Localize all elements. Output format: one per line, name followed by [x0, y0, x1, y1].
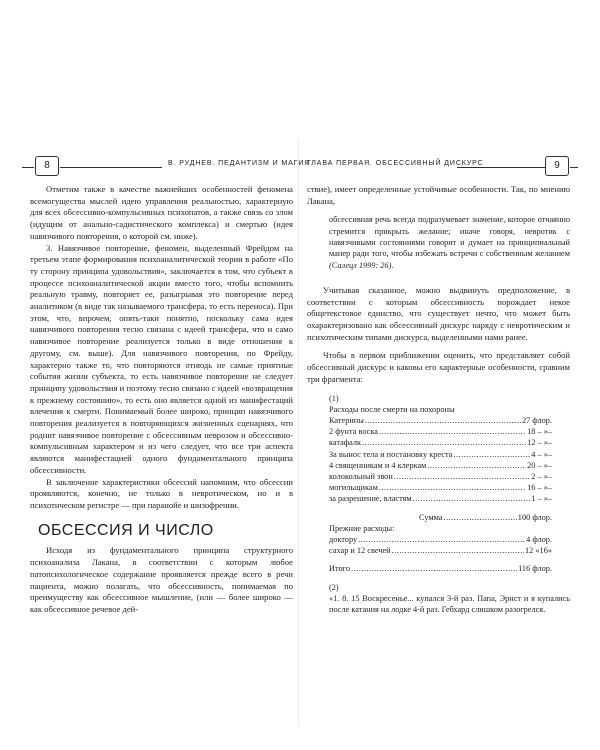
quote-text: обсессивная речь всегда подразумевает значение, которое отчаянно стремится прикрыть желание; иначе говоря, невротик с навязчивыми состояниями говорит и думает на принципиальный манер ради того, чтобы избежать встречи с собственным желанием [329, 215, 570, 259]
ledger-value: 20 – »– [527, 460, 552, 470]
fragment-2-text: «1. 8. 15 Воскресенье... купался 3-й раз. Папа, Эрнст и я купались после катания на лодке 4-й раз. Гебхард слишком разогрелся. [329, 593, 570, 614]
ledger-fragment-1 [329, 393, 552, 575]
body-paragraph: Учитывая сказанное, можно выдвинуть предположение, в соответствии с которым обсессивность порождает некое общетекстовое единство, что существует нечто, что может быть охарактеризовано как обсессивный дискурс наряду с невротическим и психотическим типами дискурса, выделенными нами ранее. [307, 284, 570, 342]
body-paragraph: ствие), имеет определенные устойчивые особенности. Так, по мнению Лакана, [307, 184, 570, 206]
ledger-value: 12 «16» [525, 546, 552, 556]
body-paragraph: Чтобы в первом приближении оценить, что представляет собой обсессивный дискурс и каковы его характерные особенности, сравним три фрагмента: [307, 350, 570, 384]
ledger-item: доктору [329, 534, 358, 544]
body-paragraph: Исходя из фундаментального принципа структурного психоанализа Лакана, в соответствии с которым любое патопсихологическое содержание проявляется прежде всего в речи пациента, можно полагать, что обсессивность, понимаемая по преимуществу как обсессивное мышление, (или — более широко — как обсессивное речевое дей- [30, 545, 293, 614]
body-paragraph: 3. Навязчивое повторение, феномен, выделенный Фрейдом на третьем этапе формирования психоаналитической теории в работе «По ту сторону принципа удовольствия», заключается в том, что субъект в процессе психоаналитической акции вместо того, чтобы вспомнить реальную травму, повторяет ее, разыгрывая это повторение перед аналитиком (в виде так называемого трансфера, то есть переноса). При этом, что, впрочем, опять-таки понятно, поскольку сама идея навязчивого повторения тесно связана с идеей трансфера, что и само навязчивое повторение реализуется только в виде отношения к другому, см. выше). Для навязчивого повторения, по Фрейду, характерно также то, что повторяются отнюдь не самые приятные события жизни субъекта, то есть навязчивое повторение не следует принципу удовольствия и поэтому тесно связано с идеей «возвращения к прежнему состоянию», то есть оно является одной из манифестаций влечения к смерти. Понимаемый более широко, принцип навязчивого повторения реализуется в повторяющихся жизненных сценариях, что роднит навязчивое повторение с обсессивным неврозом и обсессивно-компульсивным характером и из чего следует, что все три аспекта являются манифестацией одного фундаментального принципа обсессивности. [30, 242, 293, 475]
ledger-item: 4 священникам и 4 клеркам [329, 460, 427, 470]
lacan-quote [329, 214, 570, 270]
ledger-item: могильщикам [329, 483, 378, 493]
ledger-row [329, 437, 552, 448]
ledger-value: 2 – »– [531, 471, 552, 481]
right-page-number: 9 [545, 156, 569, 176]
ledger-value: 12 – »– [527, 438, 552, 448]
total-label: Итого [329, 564, 351, 574]
ledger-row [329, 493, 552, 504]
left-header-title: В. РУДНЕВ. ПЕДАНТИЗМ И МАГИЯ [168, 160, 311, 167]
ledger-row [329, 426, 552, 437]
left-page-number: 8 [35, 156, 59, 176]
ledger-row [329, 471, 552, 482]
fragment-2 [329, 582, 570, 616]
left-running-header [22, 160, 311, 174]
quote-citation: (Салецл 1999: 26). [329, 260, 394, 270]
ledger-item: За вынос тела и постановку креста [329, 449, 453, 459]
header-rule [570, 167, 578, 168]
body-paragraph: В заключение характеристики обсессий напомним, что обсессии проявляются, конечно, не только в невротическом, но и в психотическом регистре — при паранойе и шизофрении. [30, 476, 293, 510]
ledger-row [329, 545, 552, 556]
right-header-title: ГЛАВА ПЕРВАЯ. ОБСЕССИВНЫЙ ДИСКУРС [307, 160, 484, 167]
header-rule [60, 167, 162, 168]
total-value: 116 флор. [518, 564, 552, 574]
header-rule [457, 167, 545, 168]
ledger-value: 1 – »– [531, 494, 552, 504]
sum-value: 100 флор. [517, 512, 552, 522]
left-page-body [30, 184, 293, 616]
prev-heading: Прежние расходы: [329, 523, 395, 533]
ledger-row [329, 415, 552, 426]
ledger-item: Катерины [329, 415, 364, 425]
ledger-item: колокольный звон [329, 471, 393, 481]
ledger-item: сахар и 12 свечей [329, 546, 391, 556]
header-rule [22, 167, 34, 168]
body-paragraph: Отметим также в качестве важнейших особенностей феномена всемогущества мыслей идею управления реальностью, характерную для всех обсессивно-компульсивных психопатов, а также связь со злом (идущим от анально-садистического комплекса) и смертью (идея навязчивого повторения, о которой см. ниже). [30, 184, 293, 241]
ledger-row [329, 449, 552, 460]
ledger-heading: Расходы после смерти на похороны [329, 404, 455, 414]
gutter [298, 140, 299, 725]
ledger-value: 4 флор. [526, 534, 552, 544]
right-running-header [307, 160, 577, 174]
section-title: ОБСЕССИЯ И ЧИСЛО [38, 521, 214, 539]
ledger-value: 27 флор. [521, 415, 552, 425]
ledger-row [329, 534, 552, 545]
ledger-value: 18 – »– [527, 427, 552, 437]
ledger-value: 4 – »– [531, 449, 552, 459]
sum-label: Сумма [419, 512, 443, 522]
fragment-label: (2) [329, 582, 339, 592]
ledger-item: 2 фунта воска [329, 427, 378, 437]
ledger-item: катафалк [329, 438, 362, 448]
right-page-body [307, 184, 570, 615]
ledger-row [329, 460, 552, 471]
ledger-sum-row [329, 512, 552, 523]
ledger-item: за разрешение, властям [329, 494, 412, 504]
ledger-row [329, 482, 552, 493]
ledger-value: 16 – »– [527, 483, 552, 493]
fragment-label: (1) [329, 393, 339, 403]
ledger-total-row [329, 563, 552, 574]
